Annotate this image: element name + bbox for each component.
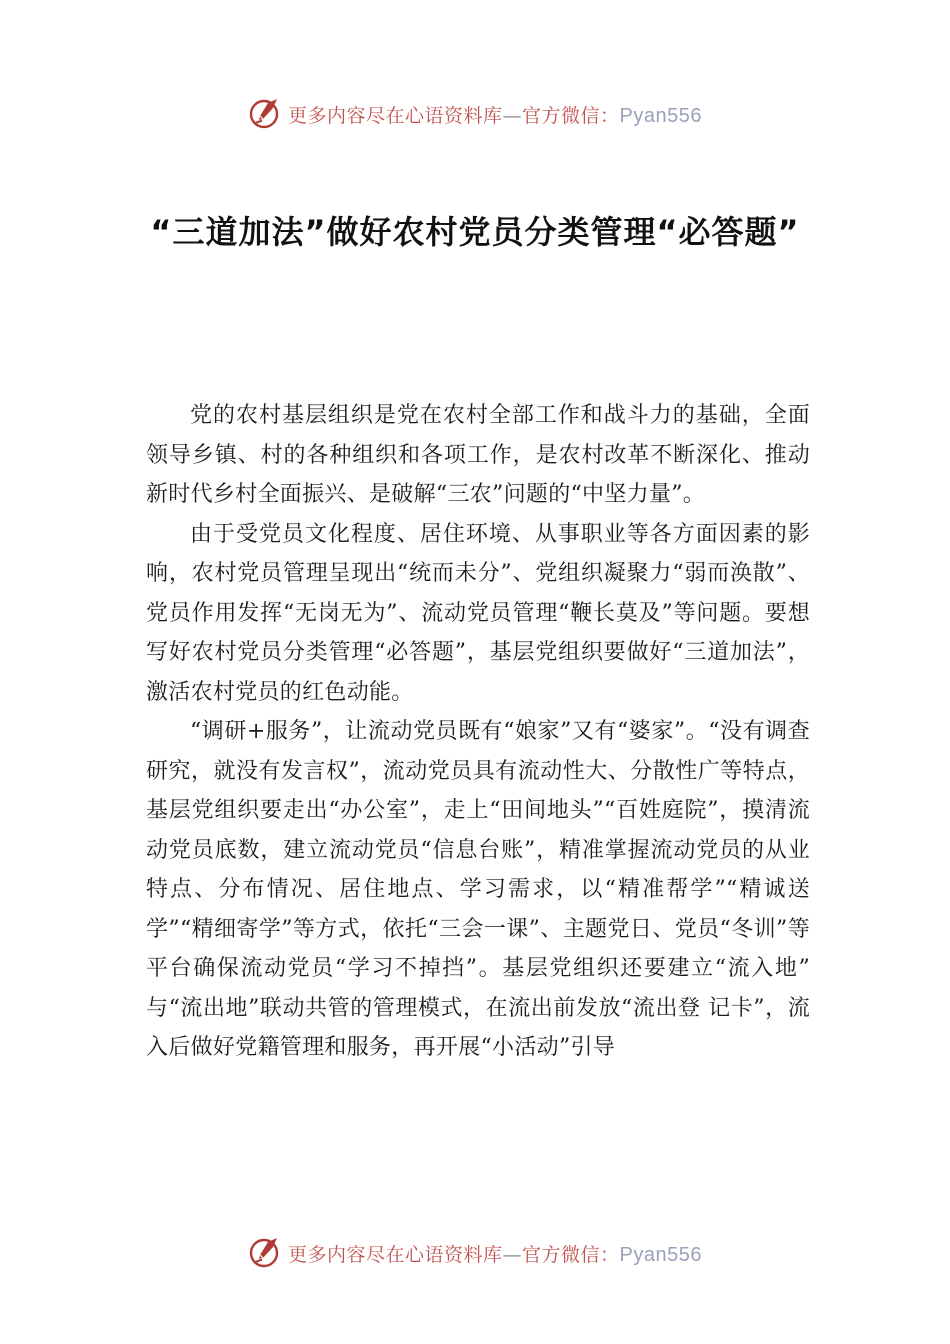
banner-slogan: 更多内容尽在心语资料库 — [288, 104, 503, 127]
paragraph: “调研+服务”，让流动党员既有“娘家”又有“婆家”。“没有调查研究，就没有发言权”，流动党员具有流动性大、分散性广等特点，基层党组织要走出“办公室”，走上“田间地头”“百姓庭院”，摸清流动党员底数，建立流动党员“信息台账”，精准掌握流动党员的从业特点、分布情况、居住地点、学习需求，以“精准帮学”“精诚送学”“精细寄学”等方式，依托“三会一课”、主题党日、党员“冬训”等平台确保流动党员“学习不掉挡”。基层党组织还要建立“流入地” 与“流出地”联动共管的管理模式，在流出前发放“流出登 记卡”，流入后做好党籍管理和服务，再开展“小活动”引导 — [146, 719, 810, 1060]
pen-nib-circle-icon — [248, 97, 282, 131]
banner-slogan: 更多内容尽在心语资料库 — [288, 1243, 503, 1266]
banner-separator: — — [502, 104, 523, 127]
pen-nib-circle-icon — [248, 1236, 282, 1270]
banner-separator: — — [502, 1243, 523, 1266]
banner-account: Pyan556 — [619, 1243, 702, 1266]
paragraph: 党的农村基层组织是党在农村全部工作和战斗力的基础，全面领导乡镇、村的各种组织和各项工作，是农村改革不断深化、推动新时代乡村全面振兴、是破解“三农”问题的“中坚力量”。 — [146, 403, 810, 507]
paragraph: 由于受党员文化程度、居住环境、从事职业等各方面因素的影响，农村党员管理呈现出“统而未分”、党组织凝聚力“弱而涣散”、党员作用发挥“无岗无为”、流动党员管理“鞭长莫及”等问题。要想写好农村党员分类管理“必答题”，基层党组织要做好“三道加法”，激活农村党员的红色动能。 — [146, 521, 810, 705]
banner-official-label: 官方微信： — [522, 1243, 620, 1266]
footer-banner — [0, 1233, 950, 1273]
banner-text — [288, 1240, 702, 1267]
document-body — [146, 396, 810, 1068]
header-banner — [0, 94, 950, 134]
document-title: “三道加法”做好农村党员分类管理“必答题” — [150, 213, 800, 251]
banner-account: Pyan556 — [619, 104, 702, 127]
banner-official-label: 官方微信： — [522, 104, 620, 127]
banner-text — [288, 101, 702, 128]
